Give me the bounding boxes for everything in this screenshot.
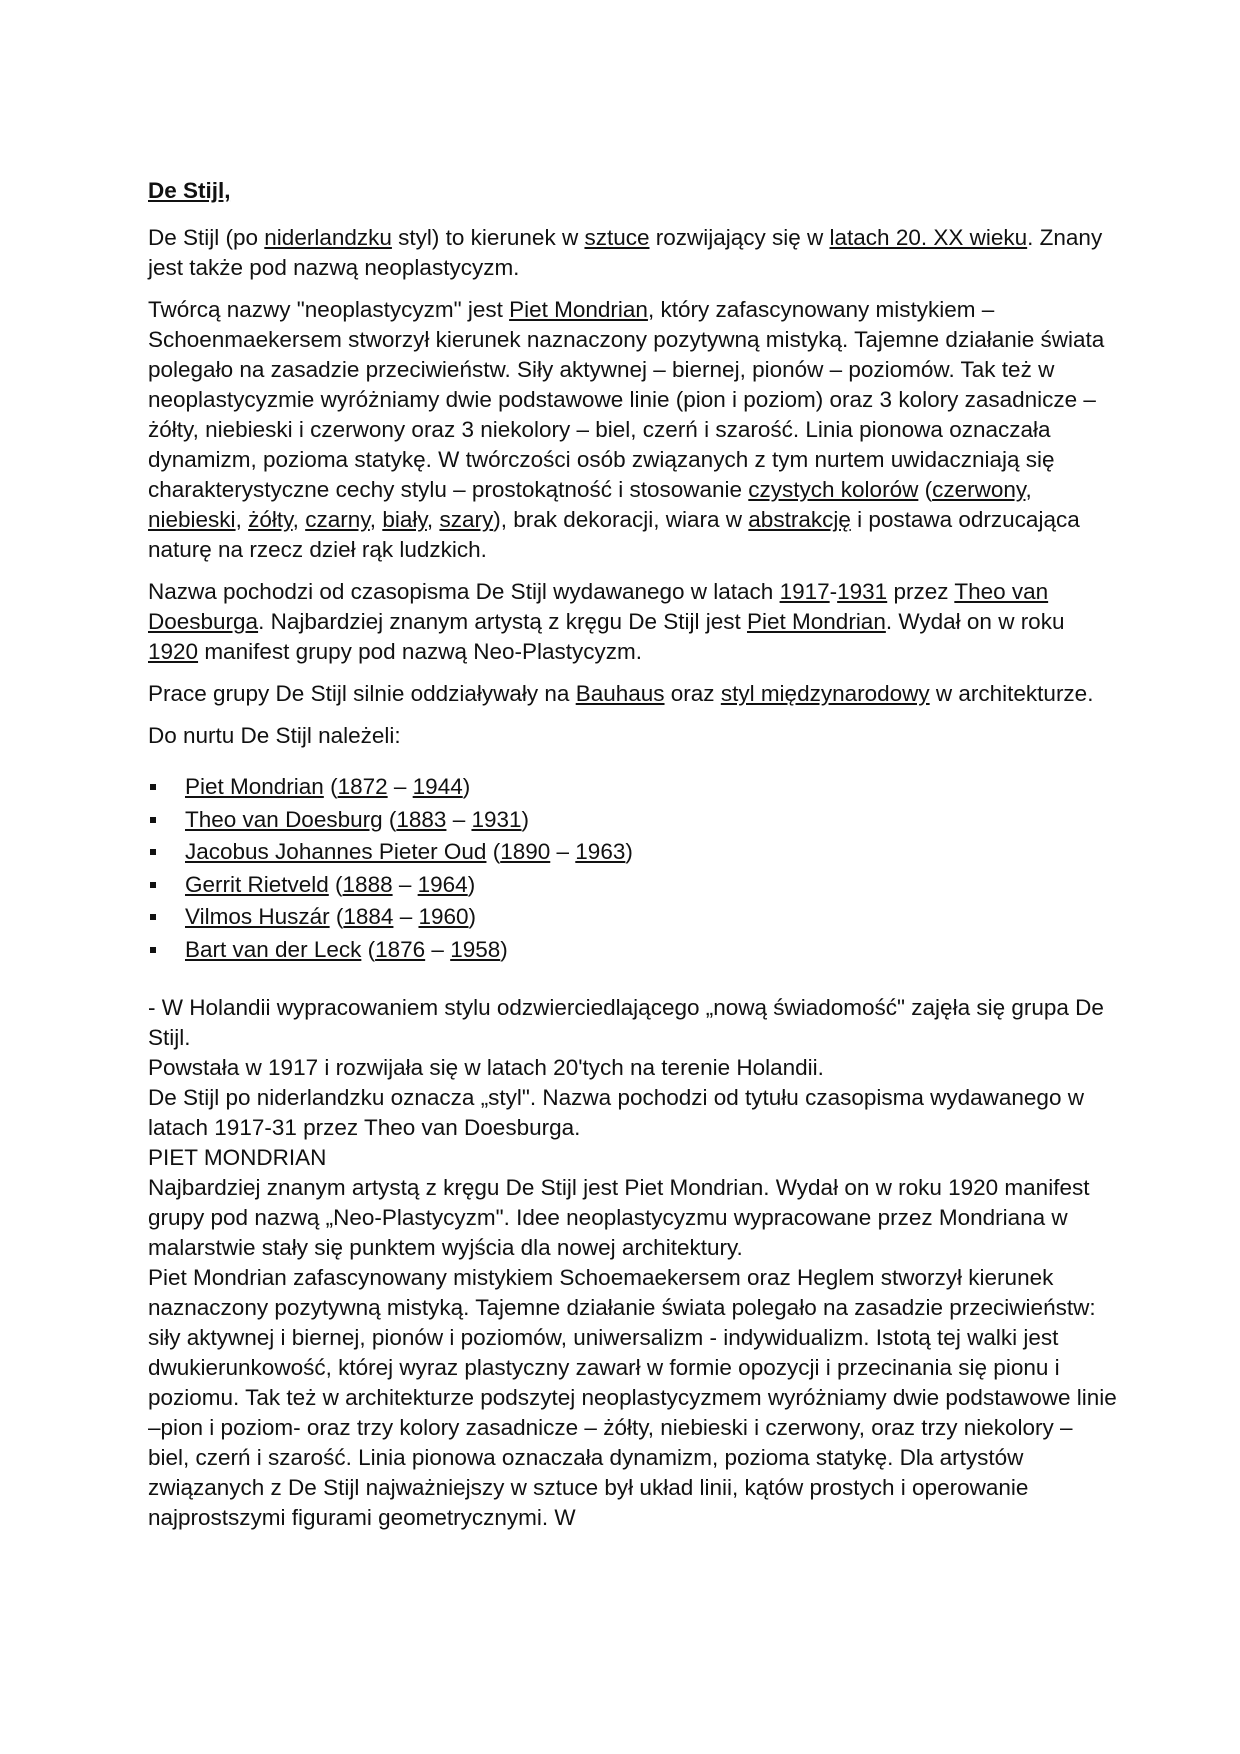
link-czystych-kolorow[interactable]: czystych kolorów: [748, 477, 919, 502]
list-item: Gerrit Rietveld (1888 – 1964): [148, 869, 1120, 902]
name-origin-paragraph: Nazwa pochodzi od czasopisma De Stijl wydawanego w latach 1917-1931 przez Theo van Doesburga. Najbardziej znanym artystą z kręgu De Stijl jest Piet Mondrian. Wydał on w roku 1920 manifest grupy pod nazwą Neo-Plastycyzm.: [148, 579, 1065, 664]
link-piet-mondrian-2[interactable]: Piet Mondrian: [747, 609, 886, 634]
link-niderlandzku[interactable]: niderlandzku: [264, 225, 392, 250]
link-theo-van-doesburga[interactable]: Theo van Doesburga: [148, 579, 1049, 634]
member-birth-link[interactable]: 1876: [375, 936, 426, 962]
member-birth-link[interactable]: 1872: [337, 774, 388, 799]
bullet-icon: [150, 914, 156, 920]
member-birth-link[interactable]: 1888: [342, 871, 393, 897]
member-death-link[interactable]: 1963: [575, 839, 626, 865]
document-title: De Stijl,: [148, 178, 231, 203]
member-name-link[interactable]: Jacobus Johannes Pieter Oud: [185, 839, 487, 865]
member-birth-link[interactable]: 1884: [343, 904, 394, 930]
link-1917[interactable]: 1917: [779, 579, 830, 604]
member-death-link[interactable]: 1960: [418, 904, 469, 930]
list-item: Jacobus Johannes Pieter Oud (1890 – 1963): [148, 836, 1120, 869]
link-styl-miedzynarodowy[interactable]: styl międzynarodowy: [720, 681, 930, 706]
bullet-icon: [150, 817, 156, 823]
member-birth-link[interactable]: 1890: [500, 839, 551, 865]
link-zolty[interactable]: żółty: [248, 507, 293, 532]
bullet-icon: [150, 882, 156, 888]
influence-paragraph: Prace grupy De Stijl silnie oddziaływały na Bauhaus oraz styl międzynarodowy w architekturze.: [148, 681, 1094, 706]
member-death-link[interactable]: 1944: [412, 774, 463, 799]
founding-line: Powstała w 1917 i rozwijała się w latach 20'tych na terenie Holandii.: [148, 1054, 824, 1080]
list-item: Theo van Doesburg (1883 – 1931): [148, 804, 1120, 837]
neoplastycyzm-paragraph: Twórcą nazwy "neoplastycyzm" jest Piet Mondrian, który zafascynowany mistykiem – Schoenmaekersem stworzył kierunek naznaczony pozytywną mistyką. Tajemne działanie świata polegało na zasadzie przeciwieństw. Siły aktywnej – biernej, pionów – poziomów. Tak też w neoplastycyzmie wyróżniamy dwie podstawowe linie (pion i poziom) oraz 3 kolory zasadnicze – żółty, niebieski i czerwony oraz 3 niekolory – biel, czerń i szarość. Linia pionowa oznaczała dynamizm, pozioma statykę. W twórczości osób związanych z tym nurtem uwidaczniają się charakterystyczne cechy stylu – prostokątność i stosowanie czystych kolorów (czerwony, niebieski, żółty, czarny, biały, szary), brak dekoracji, wiara w abstrakcję i postawa odrzucająca naturę na rzecz dzieł rąk ludzkich.: [148, 297, 1105, 562]
member-birth-link[interactable]: 1883: [396, 806, 447, 832]
link-niebieski[interactable]: niebieski: [148, 507, 236, 532]
link-1931[interactable]: 1931: [837, 579, 888, 604]
section-heading: PIET MONDRIAN: [148, 1144, 327, 1170]
member-name-link[interactable]: Theo van Doesburg: [185, 806, 383, 832]
list-item: Vilmos Huszár (1884 – 1960): [148, 901, 1120, 934]
link-sztuce[interactable]: sztuce: [584, 225, 650, 250]
list-item: Piet Mondrian (1872 – 1944): [148, 771, 1120, 804]
member-name-link[interactable]: Bart van der Leck: [185, 936, 362, 962]
member-death-link[interactable]: 1958: [450, 936, 501, 962]
meaning-line: De Stijl po niderlandzku oznacza „styl". Nazwa pochodzi od tytułu czasopisma wydawanego w latach 1917-31 przez Theo van Doesburga.: [148, 1084, 1084, 1140]
link-bialy[interactable]: biały: [382, 507, 427, 532]
link-latach-20[interactable]: latach 20. XX wieku: [829, 225, 1028, 250]
link-abstrakcje[interactable]: abstrakcję: [748, 507, 851, 532]
member-name-link[interactable]: Piet Mondrian: [185, 774, 324, 799]
bullet-icon: [150, 947, 156, 953]
bullet-icon: [150, 784, 156, 790]
bullet-icon: [150, 849, 156, 855]
link-1920[interactable]: 1920: [148, 639, 199, 664]
list-item: Bart van der Leck (1876 – 1958): [148, 934, 1120, 967]
link-czerwony[interactable]: czerwony: [932, 477, 1026, 502]
link-bauhaus[interactable]: Bauhaus: [575, 681, 665, 706]
link-czarny[interactable]: czarny: [305, 507, 370, 532]
link-szary[interactable]: szary: [439, 507, 494, 532]
member-death-link[interactable]: 1964: [417, 871, 468, 897]
mondrian-paragraph-2: Piet Mondrian zafascynowany mistykiem Schoemaekersem oraz Heglem stworzył kierunek naznaczony pozytywną mistyką. Tajemne działanie świata polegało na zasadzie przeciwieństw: siły aktywnej i biernej, pionów i poziomów, uniwersalizm - indywidualizm. Istotą tej walki jest dwukierunkowość, której wyraz plastyczny zawarł w formie opozycji i przecinania się pionu i poziomu. Tak też w architekturze podszytej neoplastycyzmem wyróżniamy dwie podstawowe linie –pion i poziom- oraz trzy kolory zasadnicze – żółty, niebieski i czerwony, oraz trzy niekolory – biel, czerń i szarość. Linia pionowa oznaczała dynamizm, pozioma statykę. Dla artystów związanych z De Stijl najważniejszy w sztuce był układ linii, kątów prostych i operowanie najprostszymi figurami geometrycznymi. W: [148, 1264, 1117, 1530]
member-name-link[interactable]: Gerrit Rietveld: [185, 871, 329, 897]
member-name-link[interactable]: Vilmos Huszár: [185, 904, 330, 930]
members-intro: Do nurtu De Stijl należeli:: [148, 723, 401, 748]
mondrian-paragraph-1: Najbardziej znanym artystą z kręgu De Stijl jest Piet Mondrian. Wydał on w roku 1920 manifest grupy pod nazwą „Neo-Plastycyzm". Idee neoplastycyzmu wypracowane przez Mondriana w malarstwie stały się punktem wyjścia dla nowej architektury.: [148, 1174, 1090, 1260]
link-piet-mondrian[interactable]: Piet Mondrian: [509, 297, 648, 322]
members-list: [148, 771, 1120, 967]
intro-paragraph: De Stijl (po niderlandzku styl) to kierunek w sztuce rozwijający się w latach 20. XX wieku. Znany jest także pod nazwą neoplastycyzm.: [148, 225, 1103, 280]
member-death-link[interactable]: 1931: [471, 806, 522, 832]
holland-line: - W Holandii wypracowaniem stylu odzwierciedlającego „nową świadomość" zajęła się grupa De Stijl.: [148, 994, 1104, 1050]
